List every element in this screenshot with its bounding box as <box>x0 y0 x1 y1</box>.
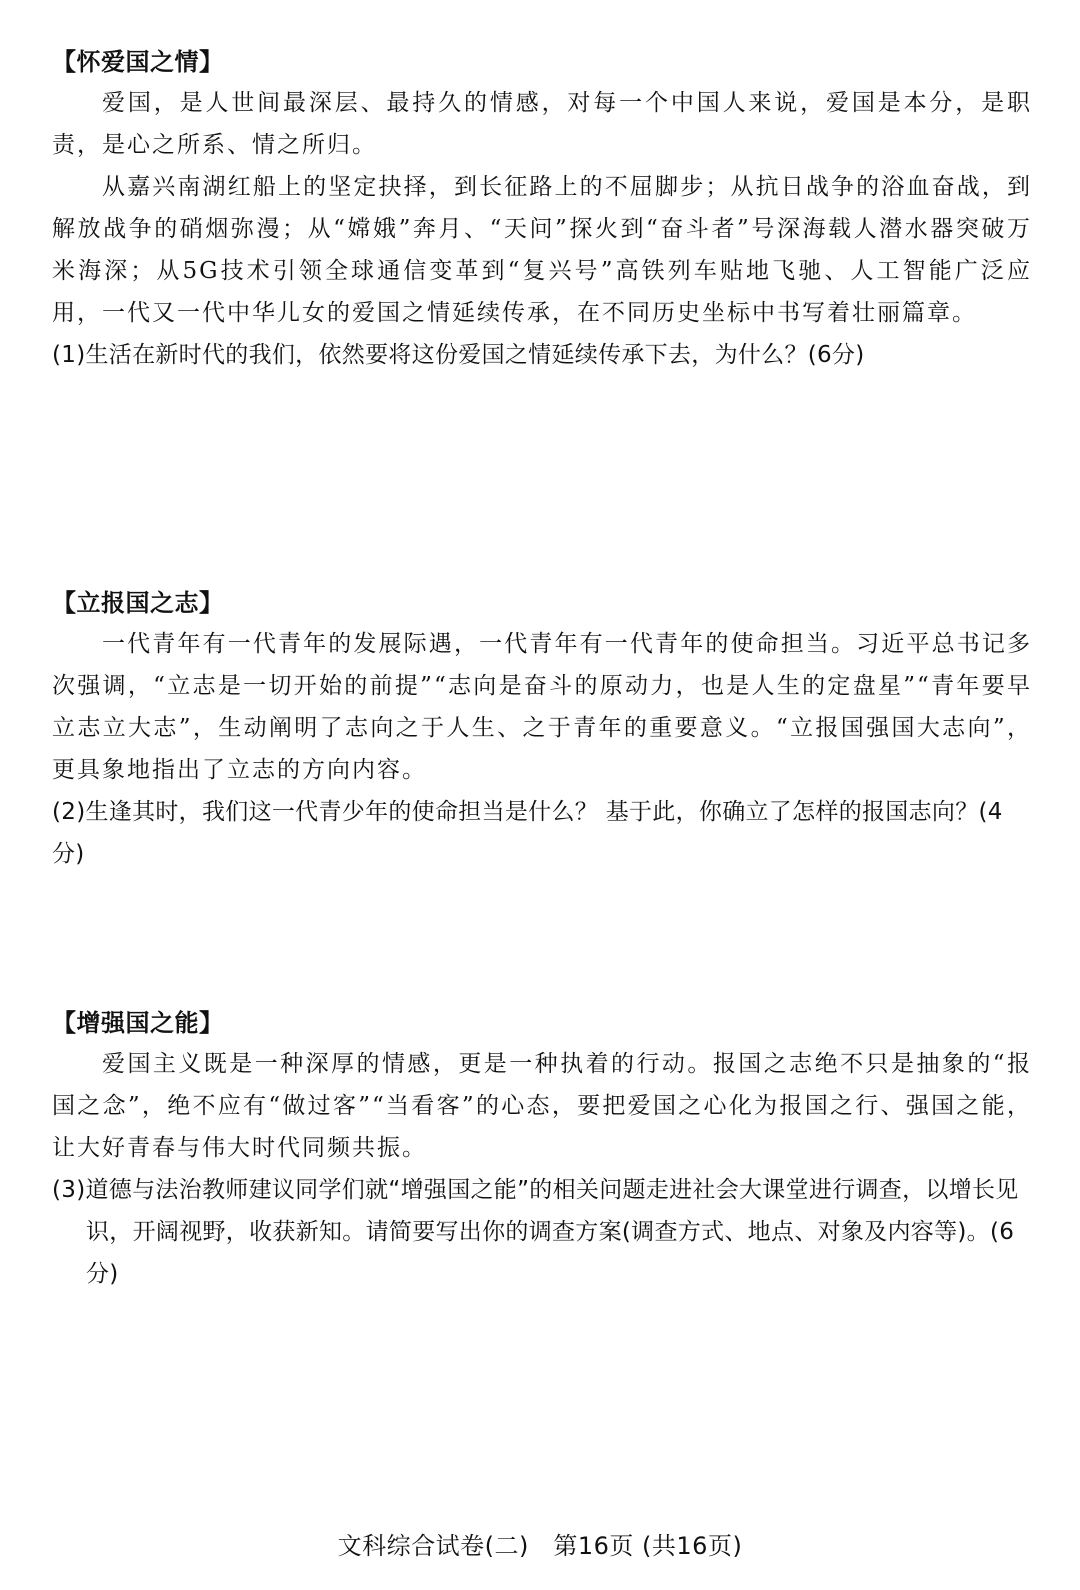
section-patriotic-ambition <box>52 583 1032 875</box>
passage-paragraph: 爱国主义既是一种深厚的情感，更是一种执着的行动。报国之志绝不只是抽象的“报国之念”，绝不应有“做过客”“当看客”的心态，要把爱国之心化为报国之行、强国之能，让大好青春与伟大时代同频共振。 <box>52 1051 1032 1161</box>
question-2: (2)生逢其时，我们这一代青少年的使命担当是什么？ 基于此，你确立了怎样的报国志向？(4分) <box>52 799 1003 867</box>
passage-paragraph: 一代青年有一代青年的发展际遇，一代青年有一代青年的使命担当。习近平总书记多次强调，“立志是一切开始的前提”“志向是奋斗的原动力，也是人生的定盘星”“青年要早立志立大志”，生动阐明了志向之于人生、之于青年的重要意义。“立报国强国大志向”，更具象地指出了立志的方向内容。 <box>52 631 1032 783</box>
question-1: (1)生活在新时代的我们，依然要将这份爱国之情延续传承下去，为什么？(6分) <box>52 342 865 368</box>
section-heading: 【立报国之志】 <box>52 589 224 617</box>
section-national-capability <box>52 1003 1032 1295</box>
passage-paragraph: 爱国，是人世间最深层、最持久的情感，对每一个中国人来说，爱国是本分，是职责，是心之所系、情之所归。 <box>52 90 1032 158</box>
page-footer: 文科综合试卷(二) 第16页 (共16页) <box>337 1532 743 1560</box>
passage-paragraph: 从嘉兴南湖红船上的坚定抉择，到长征路上的不屈脚步；从抗日战争的浴血奋战，到解放战争的硝烟弥漫；从“嫦娥”奔月、“天问”探火到“奋斗者”号深海载人潜水器突破万米海深；从5G技术引领全球通信变革到“复兴号”高铁列车贴地飞驰、人工智能广泛应用，一代又一代中华儿女的爱国之情延续传承，在不同历史坐标中书写着壮丽篇章。 <box>52 174 1032 326</box>
section-heading: 【怀爱国之情】 <box>52 48 224 76</box>
section-heading: 【增强国之能】 <box>52 1009 224 1037</box>
section-patriotic-feeling <box>52 42 1032 376</box>
question-3: (3)道德与法治教师建议同学们就“增强国之能”的相关问题走进社会大课堂进行调查，以增长见识，开阔视野，收获新知。请简要写出你的调查方案(调查方式、地点、对象及内容等)。(6分) <box>52 1177 1019 1287</box>
